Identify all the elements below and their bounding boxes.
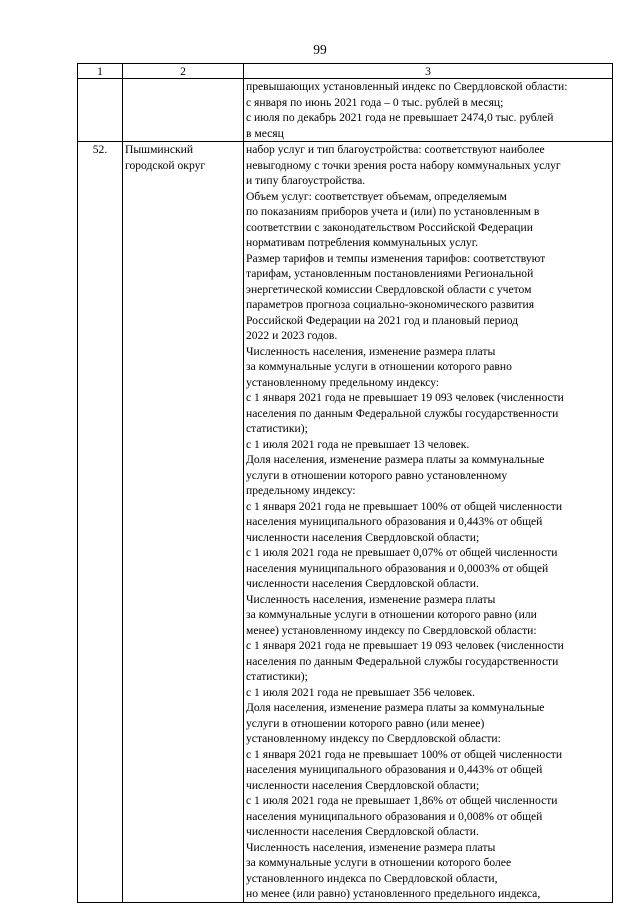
text-line: Численность населения, изменение размера платы xyxy=(246,344,496,358)
text-line: Доля населения, изменение размера платы за коммунальные xyxy=(246,701,545,714)
text-line: населения муниципального образования и 0,443% от общей xyxy=(246,763,543,776)
text-line: за коммунальные услуги в отношении которого равно xyxy=(246,360,512,373)
row-description xyxy=(244,142,613,903)
text-line: по показаниям приборов учета и (или) по установленным в xyxy=(246,205,540,218)
table-row xyxy=(78,142,613,903)
column-header-3: 3 xyxy=(244,64,613,79)
text-line: невыгодному с точки зрения роста набору коммунальных услуг xyxy=(246,158,561,172)
text-line: статистики); xyxy=(246,422,308,435)
text-line: но менее (или равно) установленного предельного индекса, xyxy=(246,887,541,900)
text-line: Размер тарифов и темпы изменения тарифов: соответствуют xyxy=(246,251,546,265)
continuation-number-cell xyxy=(78,79,123,142)
text-line: с июля по декабрь 2021 года не превышает 2474,0 тыс. рублей xyxy=(246,111,554,124)
text-line: Объем услуг: соответствует объемам, определяемым xyxy=(246,189,507,203)
text-line: населения муниципального образования и 0,008% от общей xyxy=(246,809,543,823)
text-line: населения по данным Федеральной службы государственности xyxy=(246,406,559,420)
name-line: Пышминский xyxy=(125,143,194,156)
continuation-text-cell xyxy=(244,79,613,142)
text-line: и типу благоустройства. xyxy=(246,174,366,187)
text-line: установленному индексу по Свердловской области: xyxy=(246,732,501,745)
text-line: численности населения Свердловской области. xyxy=(246,825,479,838)
text-line: численности населения Свердловской области; xyxy=(246,530,480,544)
text-line: услуги в отношении которого равно (или менее) xyxy=(246,716,485,730)
text-line: с 1 января 2021 года не превышает 19 093 человек (численности xyxy=(246,639,564,652)
text-line: набор услуг и тип благоустройства: соответствуют наиболее xyxy=(246,143,545,156)
text-line: установленного индекса по Свердловской области, xyxy=(246,871,498,885)
text-line: предельному индексу: xyxy=(246,484,356,497)
text-line: населения по данным Федеральной службы государственности xyxy=(246,654,559,668)
text-line: в месяц xyxy=(246,126,284,140)
table-header-row xyxy=(78,64,613,79)
text-line: за коммунальные услуги в отношении которого более xyxy=(246,856,512,869)
column-header-1: 1 xyxy=(78,64,123,79)
text-line: Численность населения, изменение размера платы xyxy=(246,840,496,854)
text-line: с 1 июля 2021 года не превышает 13 человек. xyxy=(246,437,470,451)
text-line: Численность населения, изменение размера платы xyxy=(246,592,496,606)
text-line: за коммунальные услуги в отношении которого равно (или xyxy=(246,608,537,621)
text-line: с января по июнь 2021 года – 0 тыс. рублей в месяц; xyxy=(246,95,504,109)
column-header-2: 2 xyxy=(123,64,244,79)
text-line: соответствии с законодательством Российской Федерации xyxy=(246,220,533,234)
text-line: с 1 января 2021 года не превышает 100% от общей численности xyxy=(246,747,563,761)
text-line: энергетической комиссии Свердловской области с учетом xyxy=(246,282,532,296)
page-number: 99 xyxy=(313,42,327,57)
text-line: с 1 июля 2021 года не превышает 1,86% от общей численности xyxy=(246,794,558,807)
text-line: нормативам потребления коммунальных услуг. xyxy=(246,236,479,249)
row-number: 52. xyxy=(78,142,123,903)
text-line: населения муниципального образования и 0,0003% от общей xyxy=(246,561,549,575)
text-line: численности населения Свердловской области; xyxy=(246,778,480,792)
text-line: установленному предельному индексу: xyxy=(246,375,440,389)
text-line: населения муниципального образования и 0,443% от общей xyxy=(246,515,543,528)
text-line: с 1 января 2021 года не превышает 19 093 человек (численности xyxy=(246,391,564,404)
text-line: превышающих установленный индекс по Свердловской области: xyxy=(246,80,568,93)
text-line: статистики); xyxy=(246,670,308,683)
text-line: с 1 июля 2021 года не превышает 0,07% от общей численности xyxy=(246,546,558,559)
text-line: численности населения Свердловской области. xyxy=(246,577,479,590)
text-line: параметров прогноза социально-экономического развития xyxy=(246,298,535,311)
text-line: с 1 июля 2021 года не превышает 356 человек. xyxy=(246,685,476,699)
text-line: Доля населения, изменение размера платы за коммунальные xyxy=(246,453,545,466)
document-table xyxy=(77,63,613,903)
continuation-row xyxy=(78,79,613,142)
municipality-name xyxy=(123,142,244,903)
continuation-name-cell xyxy=(123,79,244,142)
text-line: менее) установленному индексу по Свердловской области: xyxy=(246,623,537,637)
text-line: с 1 января 2021 года не превышает 100% от общей численности xyxy=(246,499,563,513)
text-line: 2022 и 2023 годов. xyxy=(246,329,338,342)
text-line: тарифам, установленным постановлениями Региональной xyxy=(246,267,534,280)
name-line: городской округ xyxy=(125,158,206,172)
text-line: услуги в отношении которого равно установленному xyxy=(246,468,508,482)
text-line: Российской Федерации на 2021 год и плановый период xyxy=(246,313,519,327)
